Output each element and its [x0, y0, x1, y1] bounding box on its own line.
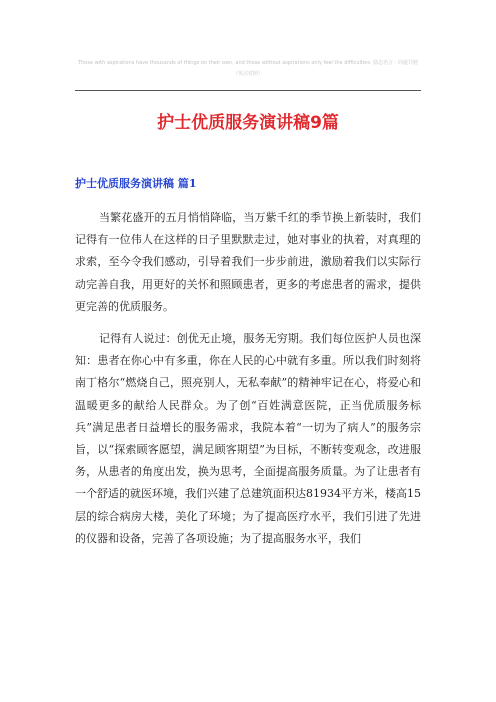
- header-note: 励志名言 · 同道共勉（英汉对照）: [232, 60, 418, 77]
- document-title: 护士优质服务演讲稿9篇: [157, 113, 339, 133]
- page-header: [75, 58, 421, 80]
- header-divider: [75, 90, 421, 91]
- section-heading: 护士优质服务演讲稿 篇1: [75, 177, 197, 190]
- header-tagline: Those with aspirations have thousands of things on their own, and those without aspirations only feel the difficulties.: [78, 60, 372, 66]
- paragraph: 当繁花盛开的五月悄悄降临，当万紫千红的季节换上新装时，我们记得有一位伟人在这样的日子里默默走过，她对事业的执着，对真理的求索，至今令我们感动，引导着我们一步步前进，激励着我们以实际行动完善自我，用更好的关怀和照顾患者，更多的考虑患者的需求，提供更完善的优质服务。: [75, 211, 421, 313]
- body-text: [75, 207, 421, 560]
- paragraph: 记得有人说过：创优无止境，服务无穷期。我们每位医护人员也深知：患者在你心中有多重，你在人民的心中就有多重。所以我们时刻将南丁格尔“燃烧自己，照亮别人，无私奉献”的精神牢记在心，将爱心和温暖更多的献给人民群众。为了创“百姓满意医院，正当优质服务标兵”满足患者日益增长的服务需求，我院本着“一切为了病人”的服务宗旨，以“探索顾客愿望，满足顾客期望”为目标，不断转变观念，改进服务，从患者的角度出发，换为思考，全面提高服务质量。为了让患者有一个舒适的就医环境，我们兴建了总建筑面积达81934平方米，楼高15层的综合病房大楼，美化了环境；为了提高医疗水平，我们引进了先进的仪器和设备，完善了各项设施；为了提高服务水平，我们: [75, 332, 421, 545]
